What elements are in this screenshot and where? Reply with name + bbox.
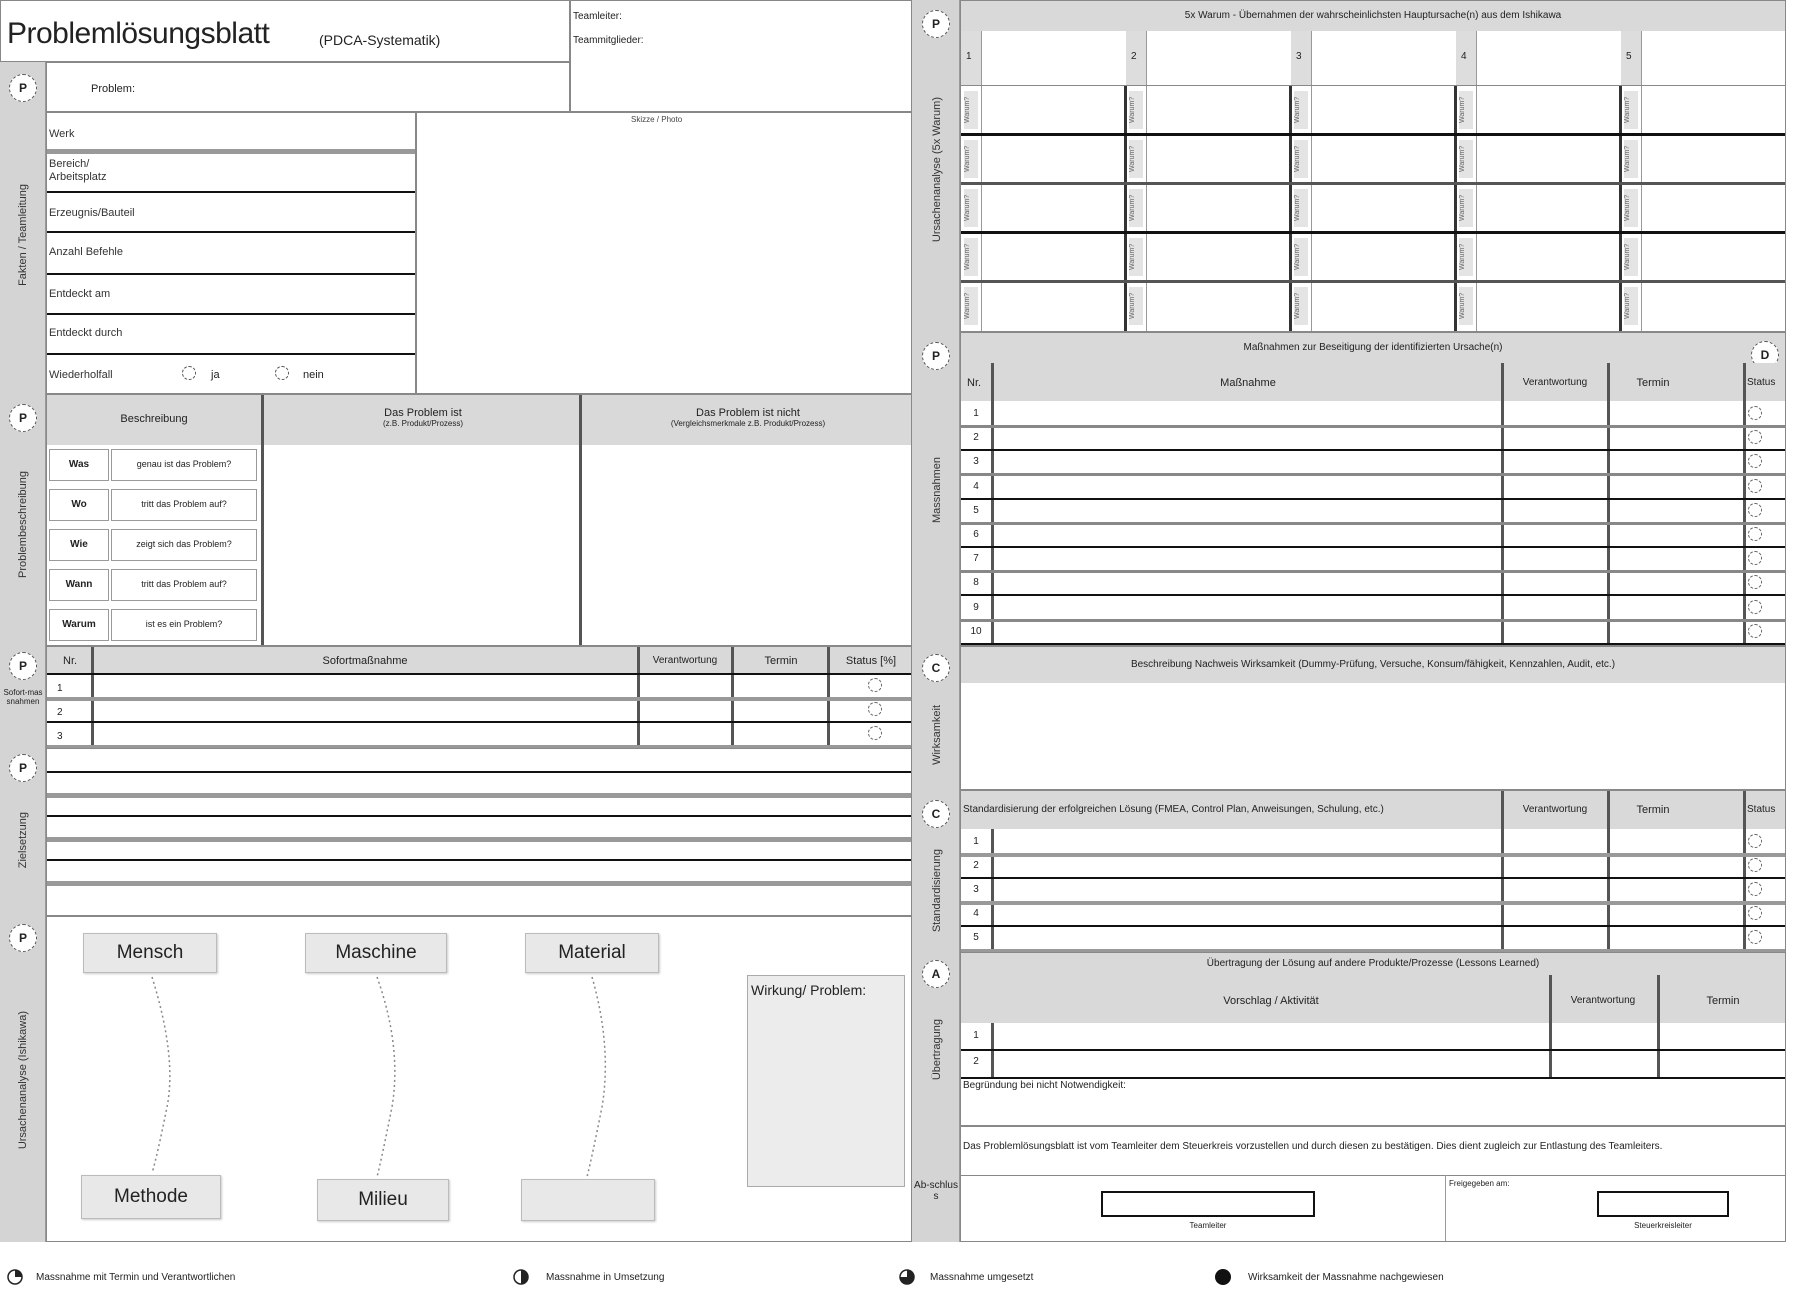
- massnahmen-massnahme-header: Maßnahme: [1220, 377, 1276, 389]
- sofort-massnahme-header: Sofortmaßnahme: [322, 655, 408, 667]
- massnahme-row-input[interactable]: [995, 621, 1499, 643]
- phase-p-icon: P: [9, 74, 37, 102]
- why-tag: Warum?: [1129, 238, 1143, 276]
- freigegeben-label: Freigegeben am:: [1449, 1179, 1510, 1188]
- row-number: 3: [57, 731, 63, 742]
- team-box: [570, 0, 912, 112]
- phase-d-icon: D: [1751, 341, 1779, 369]
- status-circle-icon[interactable]: [1748, 834, 1762, 848]
- why-tag: Warum?: [1129, 91, 1143, 129]
- w-question-word: Was: [68, 459, 90, 470]
- why-cell[interactable]: [983, 283, 1122, 329]
- team-members-label: Teammitglieder:: [573, 35, 644, 46]
- ist-header: Das Problem ist (z.B. Produkt/Prozess): [382, 407, 464, 428]
- why-cell[interactable]: [1148, 283, 1287, 329]
- abschluss-label: Ab-schluss: [914, 1180, 958, 1202]
- ishikawa-area: [46, 916, 912, 1242]
- massnahmen-nr-header: Nr.: [967, 377, 982, 389]
- row-number: 1: [973, 836, 979, 847]
- legend-text: Massnahme in Umsetzung: [546, 1272, 665, 1283]
- why-cell[interactable]: [1478, 283, 1617, 329]
- description-table: [46, 394, 912, 646]
- why-tag: Warum?: [1624, 140, 1638, 178]
- massnahme-row-input[interactable]: [995, 403, 1499, 425]
- status-circle-icon[interactable]: [1748, 930, 1762, 944]
- beschreibung-header: Beschreibung: [120, 413, 188, 425]
- description-row: [47, 607, 261, 645]
- entdeckt-am-label: Entdeckt am: [49, 288, 111, 300]
- closing-area: [960, 1126, 1786, 1242]
- massnahme-row-input[interactable]: [995, 500, 1499, 522]
- status-circle-icon[interactable]: [1748, 882, 1762, 896]
- row-number: 1: [973, 1030, 979, 1041]
- why-cell[interactable]: [1313, 283, 1452, 329]
- why-cell[interactable]: [983, 87, 1122, 133]
- massnahmen-verantwortung-header: Verantwortung: [1522, 377, 1588, 388]
- bereich-label: Bereich/ Arbeitsplatz: [49, 158, 107, 183]
- facts-table: [46, 112, 416, 394]
- row-number: 4: [973, 908, 979, 919]
- why-column-number: 3: [1296, 51, 1302, 62]
- sofort-row-input[interactable]: [95, 675, 635, 697]
- row-number: 10: [970, 625, 982, 637]
- why-tag: Warum?: [1294, 189, 1308, 227]
- status-circle-icon[interactable]: [1748, 479, 1762, 493]
- massnahme-row-input[interactable]: [995, 548, 1499, 570]
- why-tag: Warum?: [1459, 140, 1473, 178]
- description-row: [47, 487, 261, 525]
- row-number: 2: [973, 1056, 979, 1067]
- row-number: 6: [973, 529, 979, 540]
- massnahmen-status-header: Status: [1747, 377, 1776, 388]
- row-number: 9: [973, 601, 979, 613]
- teamleiter-sign-box[interactable]: [1101, 1191, 1315, 1217]
- page-title: Problemlösungsblatt: [7, 17, 270, 50]
- why-tag: Warum?: [1624, 189, 1638, 227]
- entdeckt-durch-label: Entdeckt durch: [49, 327, 123, 339]
- why-tag: Warum?: [1459, 189, 1473, 227]
- wirksamkeit-label: Wirksamkeit: [931, 705, 943, 765]
- description-row: [47, 567, 261, 605]
- std-header: Standardisierung der erfolgreichen Lösung (FMEA, Control Plan, Anweisungen, Schulung, etc.): [963, 804, 1384, 815]
- std-table: [960, 790, 1786, 952]
- massnahme-row-input[interactable]: [995, 476, 1499, 498]
- why-tag: Warum?: [964, 91, 978, 129]
- status-circle-icon[interactable]: [868, 726, 882, 740]
- material-box[interactable]: Material: [525, 933, 659, 973]
- why-tag: Warum?: [964, 140, 978, 178]
- why-cell[interactable]: [1643, 185, 1782, 231]
- w-question-word: Warum: [62, 619, 96, 630]
- teamleiter-label: Teamleiter: [1189, 1221, 1227, 1230]
- why-cell[interactable]: [1478, 136, 1617, 182]
- half-circle-icon: [512, 1268, 530, 1286]
- why-tag: Warum?: [1129, 140, 1143, 178]
- why-cell[interactable]: [1313, 234, 1452, 280]
- wirksamkeit-header: Beschreibung Nachweis Wirksamkeit (Dummy-Prüfung, Versuche, Konsum/fähigkeit, Kennzahlen, Audit, etc.): [961, 647, 1785, 683]
- std-row-input[interactable]: [995, 831, 1499, 853]
- zielsetzung-label: Zielsetzung: [17, 811, 29, 869]
- zielsetzung-area[interactable]: [46, 748, 912, 916]
- why-tag: Warum?: [1129, 287, 1143, 325]
- nein-radio[interactable]: [275, 366, 289, 380]
- why-column-number: 4: [1461, 51, 1467, 62]
- std-row-input[interactable]: [995, 879, 1499, 901]
- row-number: 1: [973, 408, 979, 419]
- why-cell[interactable]: [1643, 234, 1782, 280]
- standardisierung-label: Standardisierung: [931, 849, 943, 933]
- ja-label: ja: [211, 369, 220, 381]
- w-question-text: tritt das Problem auf?: [141, 499, 227, 509]
- three-quarter-circle-icon: [898, 1268, 916, 1286]
- status-circle-icon[interactable]: [1748, 624, 1762, 638]
- status-circle-icon[interactable]: [1748, 600, 1762, 614]
- row-number: 2: [57, 707, 63, 718]
- sofort-label: Sofort-massnahmen: [3, 688, 43, 706]
- why-cell[interactable]: [983, 136, 1122, 182]
- problem-label: Problem:: [91, 83, 136, 95]
- mensch-box[interactable]: Mensch: [83, 933, 217, 973]
- why-tag: Warum?: [1624, 238, 1638, 276]
- wirkung-label: Wirkung/ Problem:: [751, 982, 867, 998]
- why-cell[interactable]: [983, 234, 1122, 280]
- status-circle-icon[interactable]: [1748, 858, 1762, 872]
- maschine-box[interactable]: Maschine: [305, 933, 447, 973]
- w-question-word: Wie: [70, 539, 88, 550]
- status-circle-icon[interactable]: [1748, 906, 1762, 920]
- transfer-header: Übertragung der Lösung auf andere Produkte/Prozesse (Lessons Learned): [961, 953, 1785, 975]
- transfer-row-input[interactable]: [995, 1051, 1547, 1075]
- phase-a-icon: A: [922, 960, 950, 988]
- massnahmen-table: [960, 332, 1786, 646]
- legend-text: Massnahme mit Termin und Verantwortlichen: [36, 1272, 236, 1283]
- why-cell[interactable]: [1643, 283, 1782, 329]
- row-number: 5: [973, 504, 979, 516]
- why-tag: Warum?: [964, 238, 978, 276]
- w-question-text: genau ist das Problem?: [136, 459, 232, 469]
- massnahme-row-input[interactable]: [995, 572, 1499, 594]
- team-leader-label: Teamleiter:: [573, 11, 622, 22]
- werk-label: Werk: [49, 128, 75, 140]
- w-question-text: tritt das Problem auf?: [141, 579, 227, 589]
- phase-p-icon: P: [9, 652, 37, 680]
- why-tag: Warum?: [1459, 287, 1473, 325]
- w-question-word: Wann: [65, 579, 93, 590]
- why-tag: Warum?: [1294, 287, 1308, 325]
- why-tag: Warum?: [1129, 189, 1143, 227]
- phase-p-icon: P: [922, 10, 950, 38]
- massnahme-row-input[interactable]: [995, 451, 1499, 473]
- wirkung-box[interactable]: [747, 975, 905, 1187]
- std-termin-header: Termin: [1636, 804, 1670, 816]
- steuerkreis-sign-box[interactable]: [1597, 1191, 1729, 1217]
- why-tag: Warum?: [1294, 140, 1308, 178]
- transfer-table: [960, 952, 1786, 1126]
- why-cell[interactable]: [983, 185, 1122, 231]
- why-cell[interactable]: [1478, 87, 1617, 133]
- why-tag: Warum?: [1624, 287, 1638, 325]
- erzeugnis-label: Erzeugnis/Bauteil: [49, 207, 135, 219]
- steuerkreis-label: Steuerkreisleiter: [1634, 1221, 1692, 1230]
- nein-label: nein: [303, 369, 324, 381]
- std-row-input[interactable]: [995, 927, 1499, 949]
- sofort-status-header: Status [%]: [845, 655, 897, 667]
- row-number: 4: [973, 480, 979, 492]
- ursache-label: Ursachenanalyse (Ishikawa): [17, 1010, 29, 1150]
- description-row: [47, 527, 261, 565]
- status-circle-icon[interactable]: [1748, 406, 1762, 420]
- sofort-table: [46, 646, 912, 748]
- description-row: [47, 447, 261, 485]
- phase-p-icon: P: [9, 924, 37, 952]
- anzahl-label: Anzahl Befehle: [49, 246, 123, 258]
- sofort-verantwortung-header: Verantwortung: [652, 655, 718, 666]
- row-number: 7: [973, 553, 979, 565]
- status-circle-icon[interactable]: [868, 678, 882, 692]
- w-question-word: Wo: [71, 499, 87, 510]
- row-number: 3: [973, 456, 979, 468]
- status-circle-icon[interactable]: [868, 702, 882, 716]
- wirksamkeit-area[interactable]: [960, 646, 1786, 790]
- why-tag: Warum?: [1294, 238, 1308, 276]
- massnahmen-termin-header: Termin: [1636, 377, 1670, 389]
- transfer-verantwortung-header: Verantwortung: [1570, 995, 1636, 1006]
- why-cell[interactable]: [1313, 185, 1452, 231]
- transfer-row-input[interactable]: [995, 1025, 1547, 1049]
- fakten-label: Fakten / Teamleitung: [17, 184, 29, 286]
- why-cell[interactable]: [1313, 87, 1452, 133]
- why-column-number: 2: [1131, 51, 1137, 62]
- title-bar: [0, 0, 570, 62]
- why-tag: Warum?: [1624, 91, 1638, 129]
- why-cell[interactable]: [1478, 234, 1617, 280]
- massnahmen-label: Massnahmen: [931, 456, 943, 524]
- why-cell[interactable]: [1643, 136, 1782, 182]
- phase-c-icon: C: [922, 654, 950, 682]
- std-row-input[interactable]: [995, 903, 1499, 925]
- row-number: 2: [973, 860, 979, 871]
- sofort-nr-header: Nr.: [63, 655, 78, 667]
- massnahmen-header: Maßnahmen zur Beseitigung der identifizierten Ursache(n): [961, 333, 1785, 363]
- std-verantwortung-header: Verantwortung: [1522, 804, 1588, 815]
- methode-box[interactable]: Methode: [81, 1175, 221, 1219]
- warum-label: Ursachenanalyse (5x Warum): [931, 97, 943, 243]
- phase-p-icon: P: [9, 754, 37, 782]
- page-subtitle: (PDCA-Systematik): [319, 32, 441, 48]
- uebertragung-label: Übertragung: [931, 1019, 943, 1081]
- why-header: 5x Warum - Übernahmen der wahrscheinlichsten Hauptursache(n) aus dem Ishikawa: [961, 1, 1785, 31]
- closing-text: Das Problemlösungsblatt ist vom Teamleiter dem Steuerkreis vorzustellen und durch diesen zu bestätigen. Dies dient zugleich zur Entlastung des Teamleiters.: [963, 1141, 1663, 1152]
- why-cell[interactable]: [1148, 136, 1287, 182]
- ist-nicht-header: Das Problem ist nicht (Vergleichsmerkmale z.B. Produkt/Prozess): [670, 407, 826, 428]
- sofort-row-input[interactable]: [95, 699, 635, 721]
- quarter-circle-icon: [6, 1268, 24, 1286]
- transfer-vorschlag-header: Vorschlag / Aktivität: [1223, 995, 1319, 1007]
- why-cell[interactable]: [1148, 185, 1287, 231]
- legend-text: Wirksamkeit der Massnahme nachgewiesen: [1248, 1272, 1444, 1283]
- legend-text: Massnahme umgesetzt: [930, 1272, 1034, 1283]
- why-table: [960, 0, 1786, 332]
- status-circle-icon[interactable]: [1748, 503, 1762, 517]
- std-status-header: Status: [1747, 804, 1776, 815]
- phase-p-icon: P: [922, 342, 950, 370]
- phase-p-icon: P: [9, 404, 37, 432]
- row-number: 8: [973, 577, 979, 589]
- why-cell[interactable]: [1148, 234, 1287, 280]
- why-cell[interactable]: [1148, 87, 1287, 133]
- w-question-text: zeigt sich das Problem?: [136, 539, 232, 549]
- why-tag: Warum?: [964, 287, 978, 325]
- problembeschreibung-label: Problembeschreibung: [17, 471, 29, 579]
- ja-radio[interactable]: [182, 366, 196, 380]
- sofort-row-input[interactable]: [95, 723, 635, 745]
- massnahme-row-input[interactable]: [995, 427, 1499, 449]
- row-number: 3: [973, 884, 979, 895]
- phase-c-icon: C: [922, 800, 950, 828]
- transfer-termin-header: Termin: [1706, 995, 1740, 1007]
- why-column-number: 1: [966, 51, 972, 62]
- sketch-label: Skizze / Photo: [631, 115, 683, 124]
- massnahme-row-input[interactable]: [995, 524, 1499, 546]
- std-row-input[interactable]: [995, 855, 1499, 877]
- status-circle-icon[interactable]: [1748, 527, 1762, 541]
- why-tag: Warum?: [964, 189, 978, 227]
- why-column-number: 5: [1626, 51, 1632, 62]
- why-cell[interactable]: [1313, 136, 1452, 182]
- why-tag: Warum?: [1459, 91, 1473, 129]
- begruendung-label: Begründung bei nicht Notwendigkeit:: [963, 1080, 1126, 1091]
- row-number: 2: [973, 432, 979, 444]
- why-cell[interactable]: [1643, 87, 1782, 133]
- milieu-box[interactable]: Milieu: [317, 1179, 449, 1221]
- row-number: 1: [57, 683, 63, 694]
- sofort-termin-header: Termin: [764, 655, 798, 667]
- w-question-text: ist es ein Problem?: [145, 619, 223, 629]
- sketch-area[interactable]: [416, 112, 912, 394]
- full-circle-icon: [1214, 1268, 1232, 1286]
- massnahme-row-input[interactable]: [995, 597, 1499, 619]
- row-number: 5: [973, 932, 979, 943]
- wiederholfall-label: Wiederholfall: [49, 369, 113, 381]
- problem-row[interactable]: [46, 62, 570, 112]
- why-cell[interactable]: [1478, 185, 1617, 231]
- why-tag: Warum?: [1459, 238, 1473, 276]
- why-tag: Warum?: [1294, 91, 1308, 129]
